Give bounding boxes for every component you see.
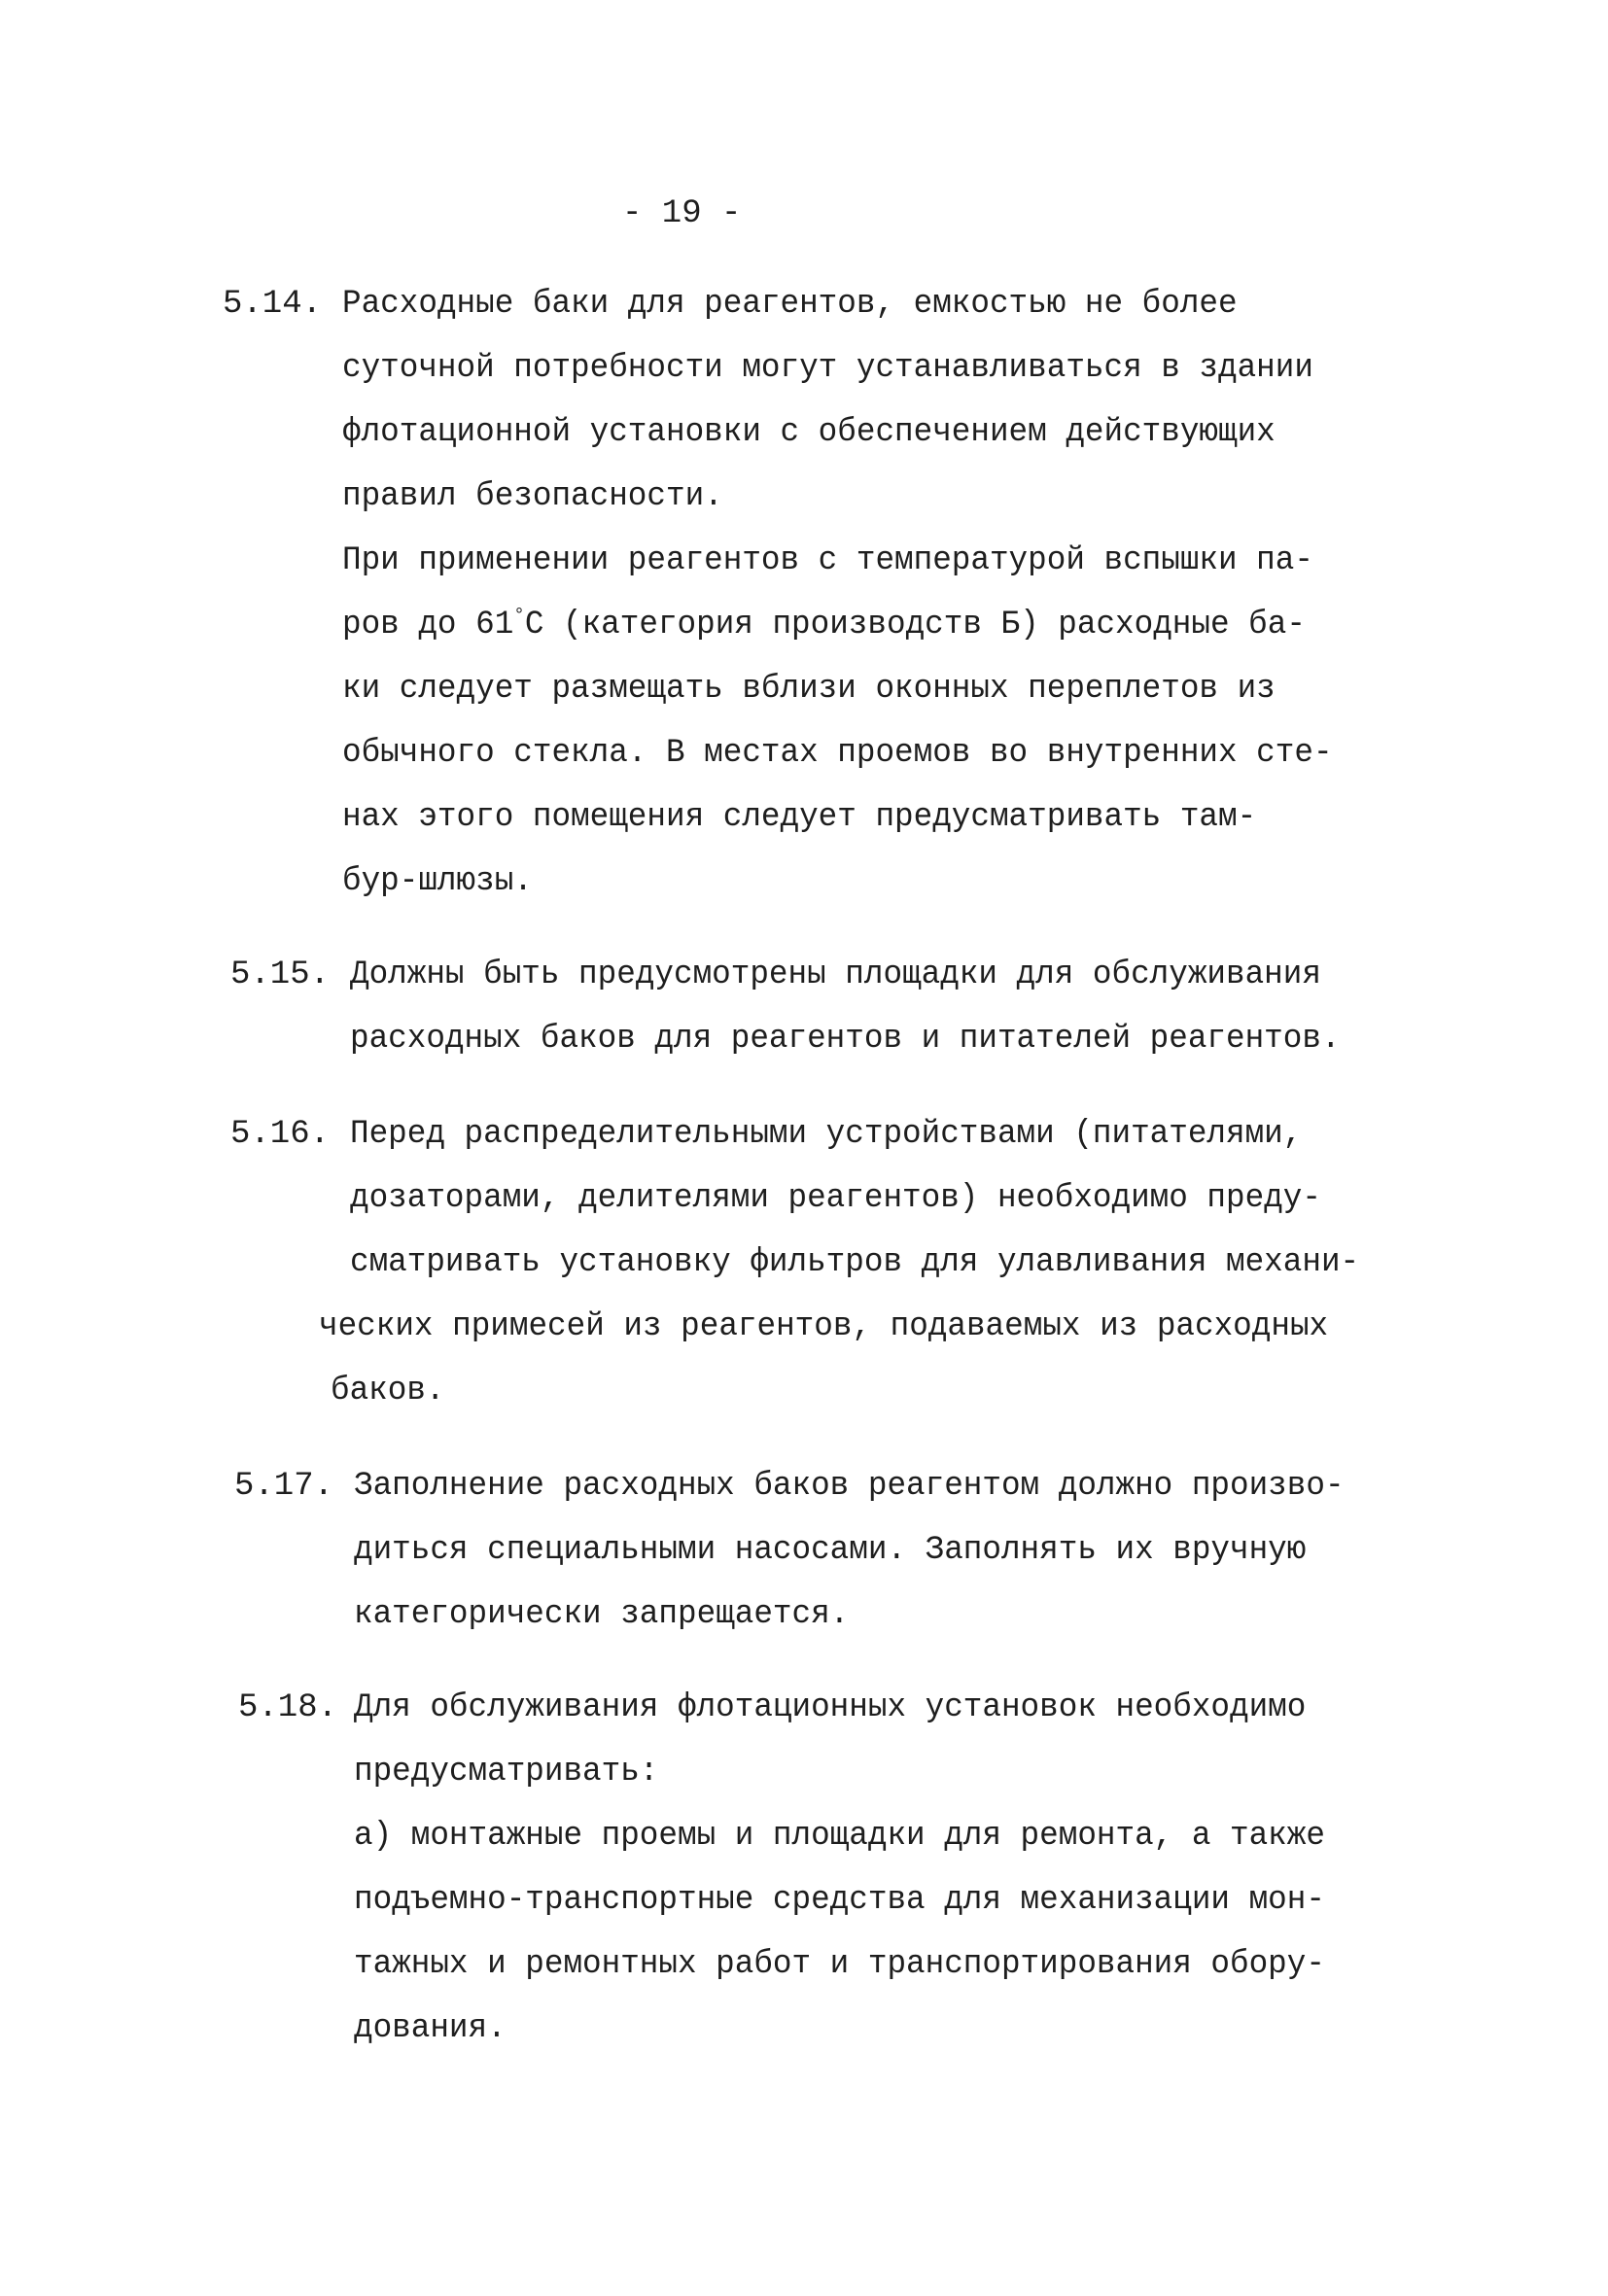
degree-sign: ° <box>513 605 525 628</box>
text-line: Расходные баки для реагентов, емкостью не более <box>342 286 1238 323</box>
text-line: а) монтажные проемы и площадки для ремонта, а также <box>354 1818 1325 1855</box>
text-line: Должны быть предусмотрены площадки для обслуживания <box>350 957 1321 993</box>
text-line: ки следует размещать вблизи оконных переплетов из <box>342 671 1276 708</box>
text-line: баков. <box>331 1373 445 1409</box>
text-line: дозаторами, делителями реагентов) необходимо преду- <box>350 1180 1321 1217</box>
text-line: дования. <box>354 2010 507 2047</box>
text-line: категорически запрещается. <box>354 1596 850 1633</box>
text-line: правил безопасности. <box>342 478 723 515</box>
text-line: ров до 61°С (категория производств Б) расходные ба- <box>342 605 1306 644</box>
section-number: 5.14. <box>223 286 323 323</box>
text-line: предусматривать: <box>354 1754 659 1791</box>
text-line: бур-шлюзы. <box>342 863 533 900</box>
page-number: - 19 - <box>622 195 742 232</box>
section-number: 5.16. <box>230 1116 331 1153</box>
text-line: подъемно-транспортные средства для механизации мон- <box>354 1882 1325 1919</box>
text-line: Для обслуживания флотационных установок необходимо <box>354 1689 1307 1726</box>
text-line: Перед распределительными устройствами (питателями, <box>350 1116 1303 1153</box>
text-line: нах этого помещения следует предусматривать там- <box>342 799 1257 836</box>
section-number: 5.15. <box>230 957 331 993</box>
text-line: расходных баков для реагентов и питателей реагентов. <box>350 1021 1341 1058</box>
text-line: диться специальными насосами. Заполнять их вручную <box>354 1532 1307 1569</box>
section-number: 5.17. <box>234 1468 334 1505</box>
text-line: тажных и ремонтных работ и транспортирования обору- <box>354 1946 1325 1983</box>
text-line: суточной потребности могут устанавливаться в здании <box>342 350 1313 387</box>
text-line: Заполнение расходных баков реагентом должно произво- <box>354 1468 1345 1505</box>
text-line: флотационной установки с обеспечением действующих <box>342 414 1276 451</box>
text-line: сматривать установку фильтров для улавливания механи- <box>350 1244 1360 1281</box>
text-line: ческих примесей из реагентов, подаваемых из расходных <box>319 1308 1329 1345</box>
section-number: 5.18. <box>238 1689 338 1726</box>
text-line: При применении реагентов с температурой вспышки па- <box>342 542 1313 579</box>
text-line: обычного стекла. В местах проемов во внутренних сте- <box>342 735 1333 772</box>
